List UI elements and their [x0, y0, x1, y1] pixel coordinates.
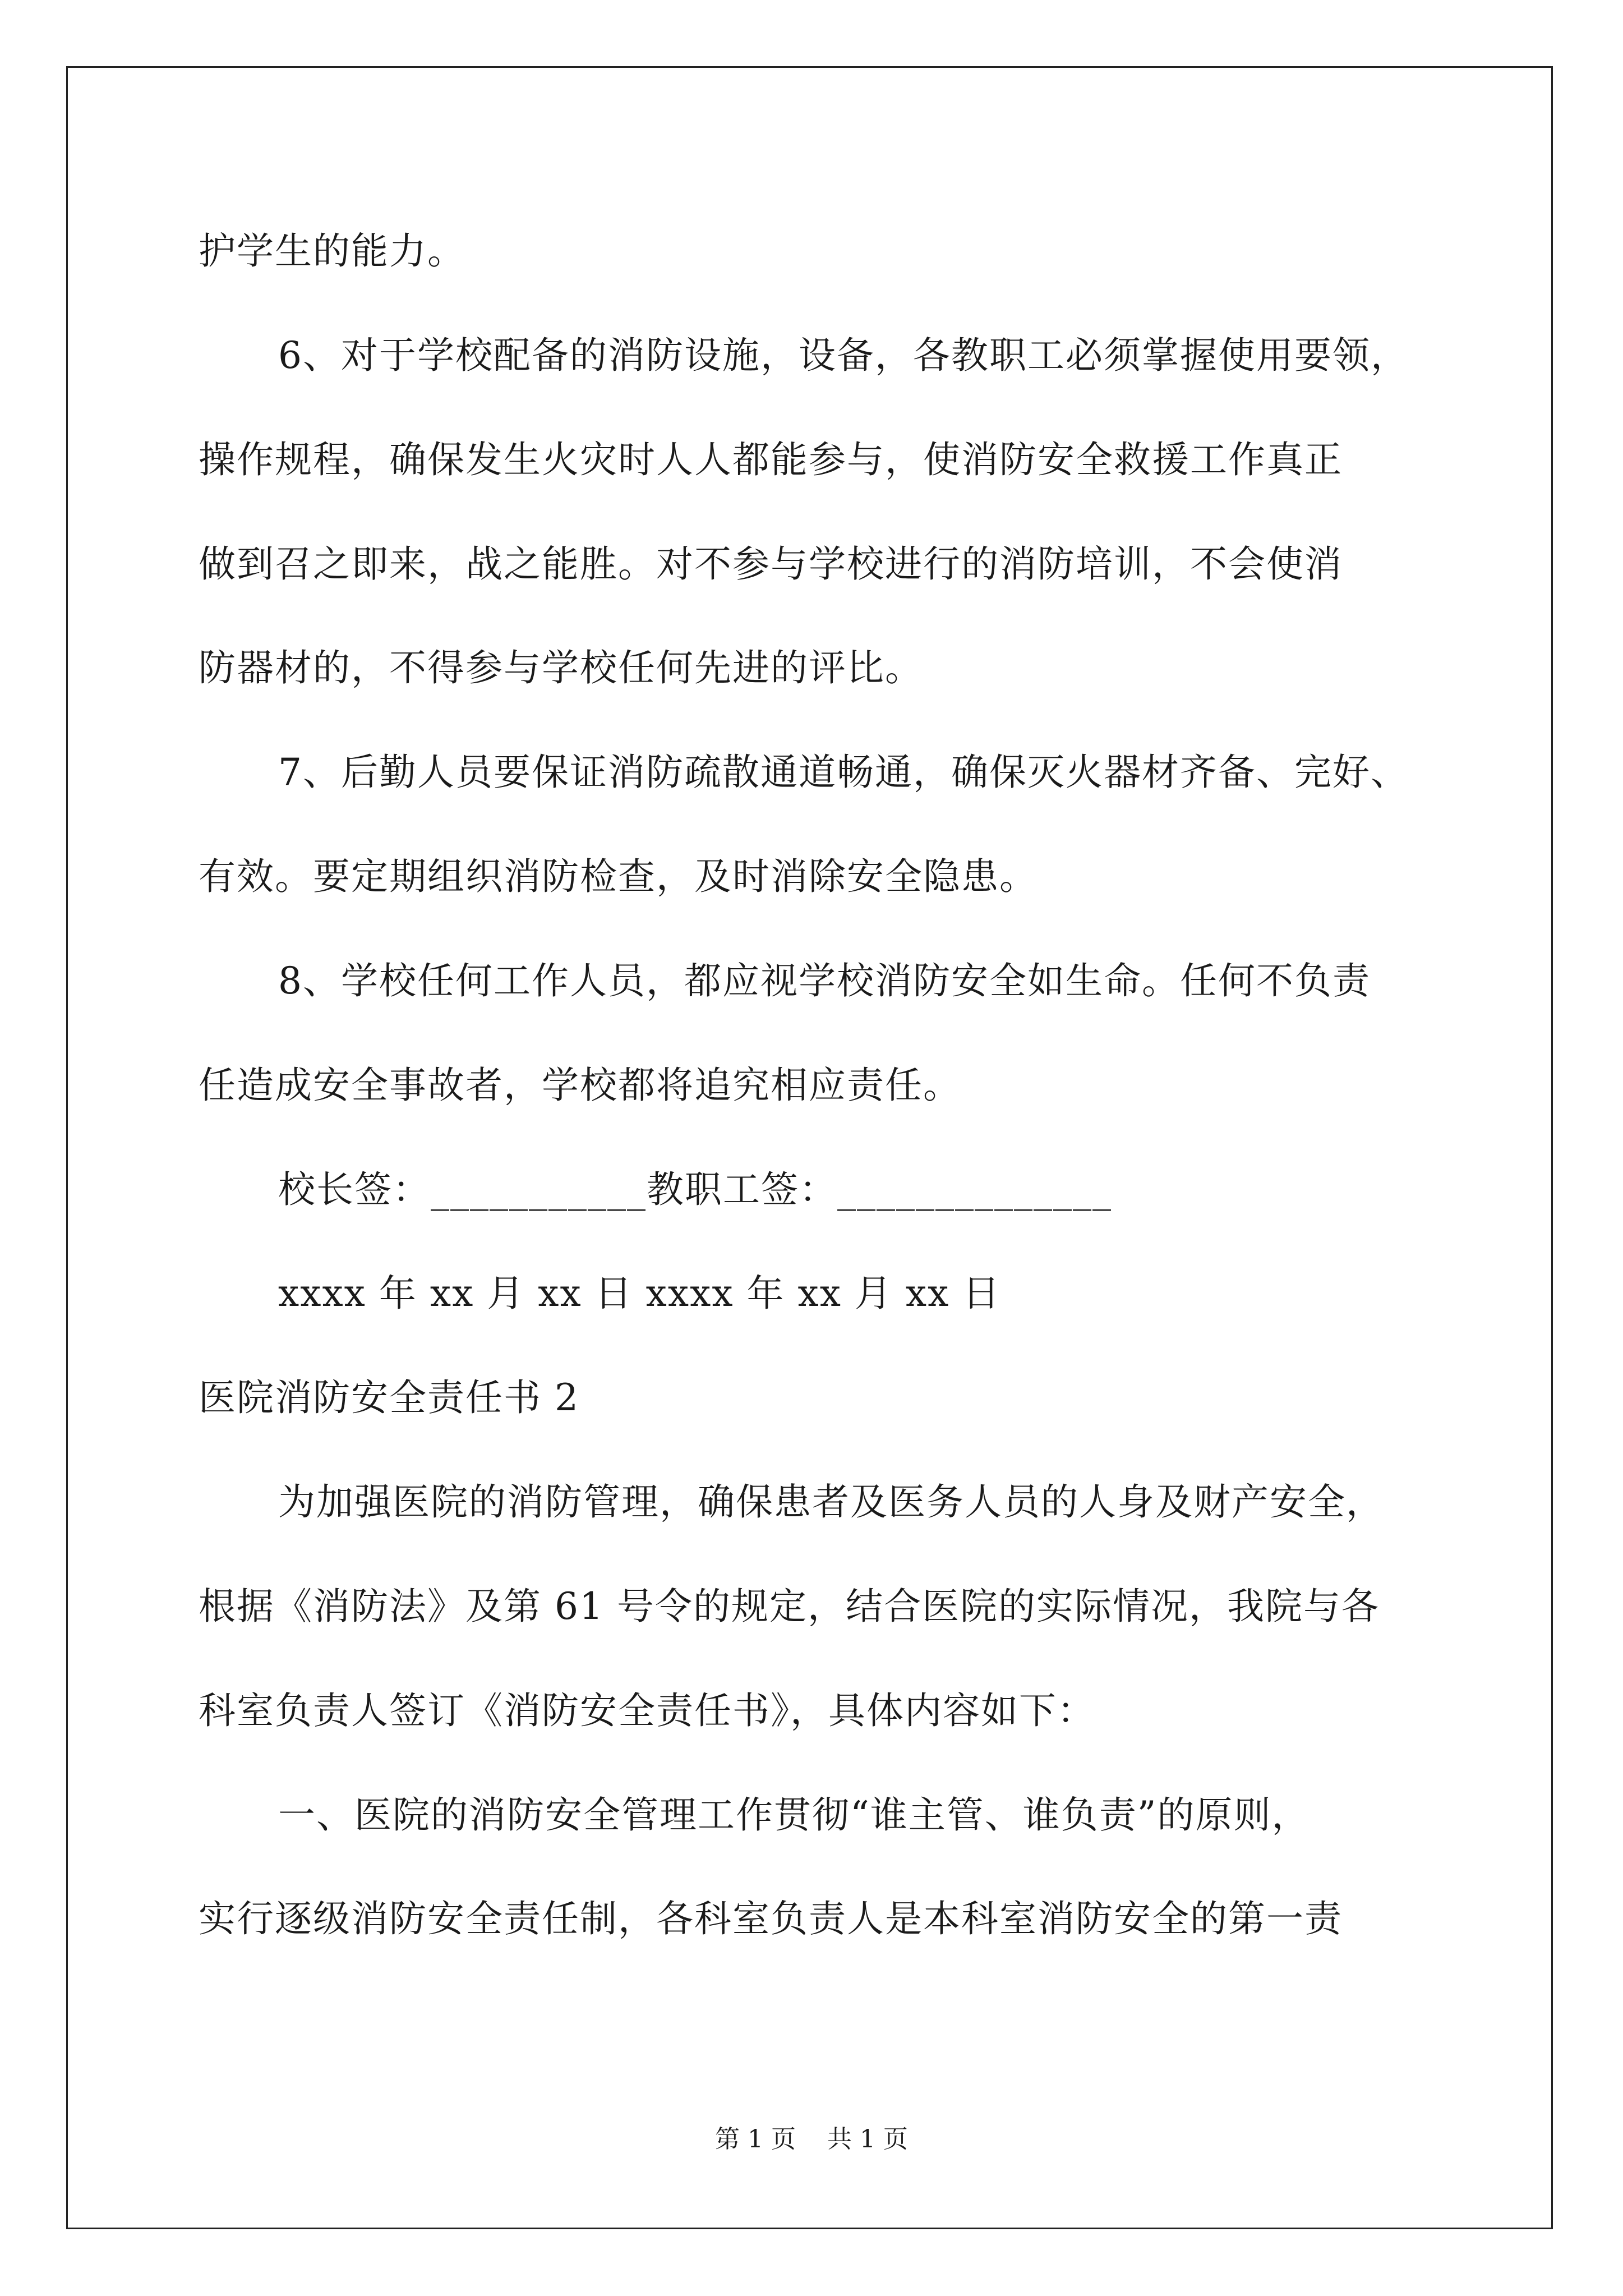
paragraph-line: 防器材的，不得参与学校任何先进的评比。 — [199, 646, 923, 689]
section-heading: 医院消防安全责任书 2 — [199, 1376, 579, 1419]
signature-line: 校长签：___________教职工签：______________ — [278, 1168, 1112, 1211]
paragraph-line: 任造成安全事故者，学校都将追究相应责任。 — [199, 1064, 961, 1107]
paragraph-line: 8、学校任何工作人员，都应视学校消防安全如生命。任何不负责 — [278, 959, 1371, 1002]
paragraph-line: 操作规程，确保发生火灾时人人都能参与，使消防安全救援工作真正 — [199, 438, 1343, 481]
paragraph-line: 科室负责人签订《消防安全责任书》，具体内容如下： — [199, 1689, 1095, 1732]
paragraph-line: 根据《消防法》及第 61 号令的规定，结合医院的实际情况，我院与各 — [199, 1585, 1380, 1628]
paragraph-line: 做到召之即来，战之能胜。对不参与学校进行的消防培训，不会使消 — [199, 542, 1343, 586]
paragraph-line: 6、对于学校配备的消防设施，设备，各教职工必须掌握使用要领， — [278, 334, 1409, 377]
paragraph-line: 有效。要定期组织消防检查，及时消除安全隐患。 — [199, 855, 1038, 898]
date-line: xxxx 年 xx 月 xx 日 xxxx 年 xx 月 xx 日 — [278, 1272, 1001, 1315]
paragraph-line: 实行逐级消防安全责任制，各科室负责人是本科室消防安全的第一责 — [199, 1897, 1343, 1940]
paragraph-line: 一、医院的消防安全管理工作贯彻“谁主管、谁负责”的原则， — [278, 1793, 1310, 1837]
page-footer: 第 1 页 共 1 页 — [715, 2125, 908, 2154]
paragraph-line: 护学生的能力。 — [199, 229, 465, 273]
paragraph-line: 为加强医院的消防管理，确保患者及医务人员的人身及财产安全， — [278, 1480, 1384, 1524]
paragraph-line: 7、后勤人员要保证消防疏散通道畅通，确保灭火器材齐备、完好、 — [278, 751, 1409, 794]
